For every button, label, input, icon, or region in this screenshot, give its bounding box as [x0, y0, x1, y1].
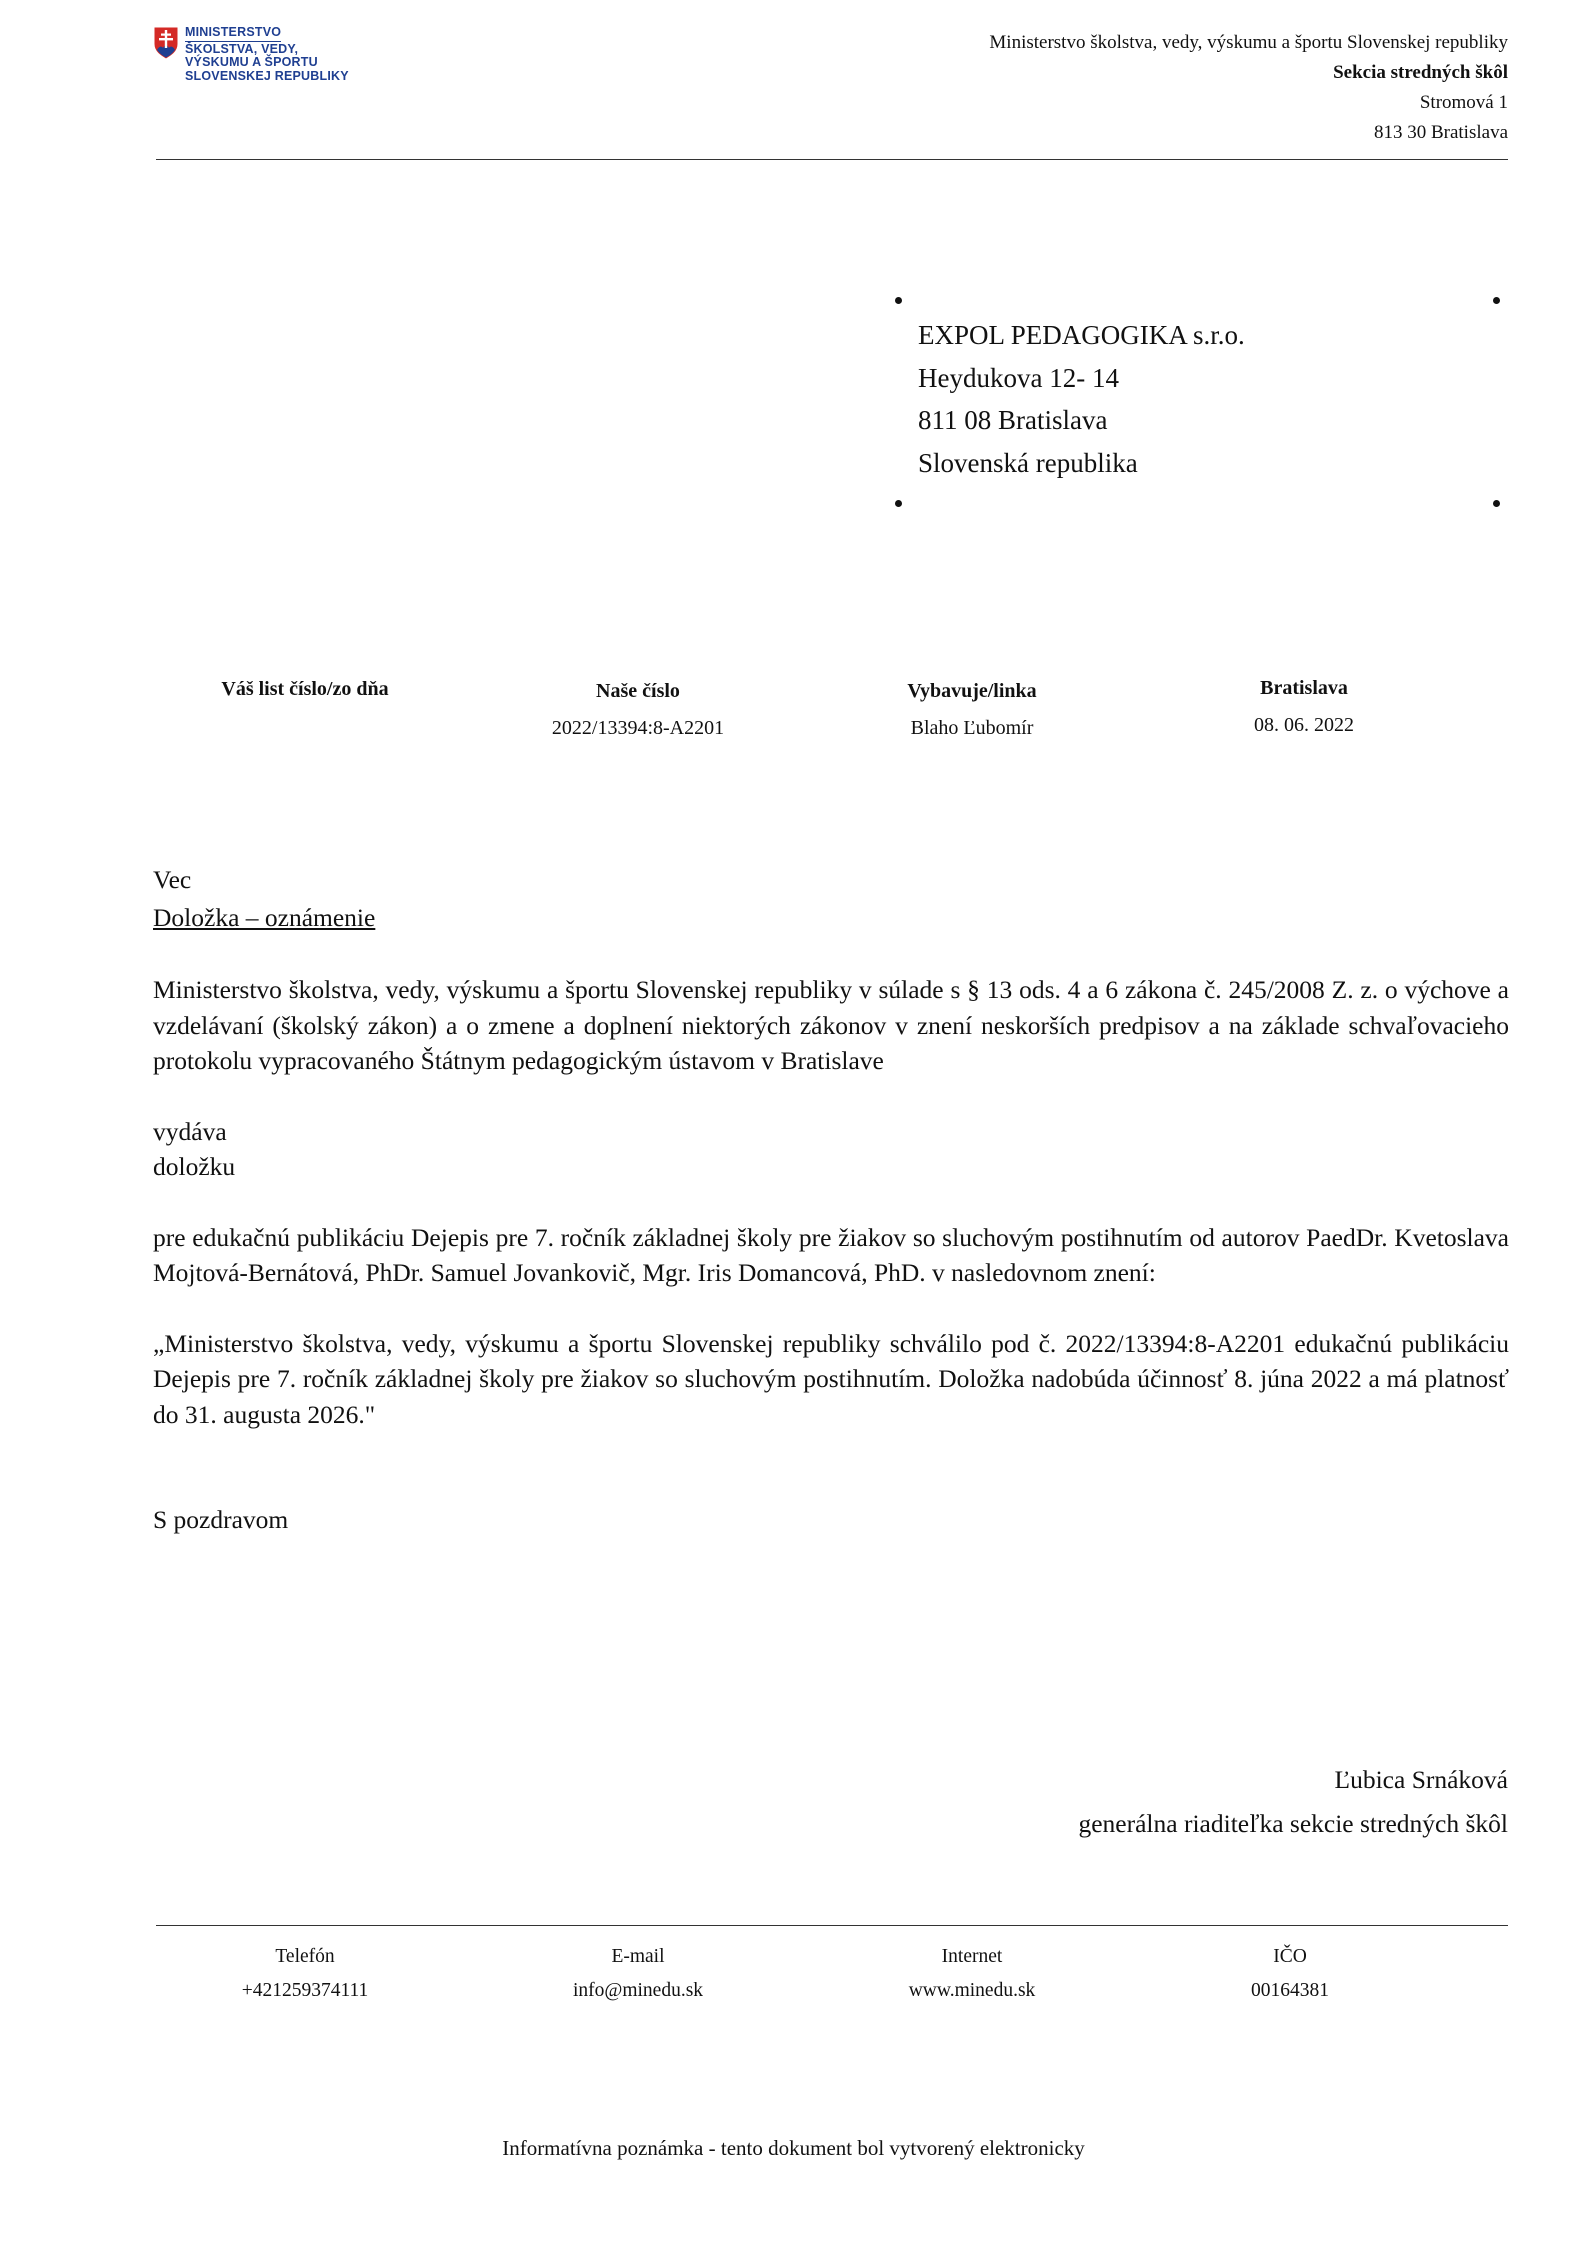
recipient-country: Slovenská republika	[918, 447, 1138, 478]
ref-handled-by-label: Vybavuje/linka	[907, 680, 1037, 702]
sender-street: Stromová 1	[1419, 92, 1508, 113]
coat-of-arms-icon	[153, 26, 179, 60]
letter-body	[153, 862, 1509, 1538]
ref-place-label: Bratislava	[1260, 677, 1348, 699]
recipient-city: 811 08 Bratislava	[918, 405, 1108, 435]
sender-section: Sekcia stredných škôl	[1333, 62, 1508, 83]
ref-handled-by-value: Blaho Ľubomír	[910, 717, 1034, 739]
ref-your-letter-label: Váš list číslo/zo dňa	[221, 678, 389, 700]
sender-address	[989, 28, 1508, 148]
logo-text-line: VÝSKUMU A ŠPORTU	[185, 55, 318, 70]
subject-title: Doložka – oznámenie	[153, 902, 376, 932]
ref-our-number-value: 2022/13394:8-A2201	[551, 717, 725, 739]
sender-ministry: Ministerstvo školstva, vedy, výskumu a športu Slovenskej republiky	[989, 32, 1508, 53]
footer-phone-label: Telefón	[275, 1946, 335, 1967]
paragraph-approval: „Ministerstvo školstva, vedy, výskumu a športu Slovenskej republiky schválilo pod č. 2022/13394:8-A2201 edukačnú publikáciu Dejepis pre 7. ročník základnej školy pre žiakov so sluchovým postihnutím. Doložka nadobúda účinnosť 8. júna 2022 a má platnosť do 31. augusta 2026."	[153, 1328, 1509, 1429]
greeting: S pozdravom	[153, 1505, 289, 1534]
header-divider	[156, 159, 1508, 160]
ministry-logo	[153, 26, 363, 90]
subject-label: Vec	[153, 865, 192, 894]
footer-email	[488, 1940, 788, 2008]
ref-date-value: 08. 06. 2022	[1254, 714, 1354, 736]
signatory-title: generálna riaditeľka sekcie stredných škôl	[1078, 1809, 1508, 1838]
footer-web-label: Internet	[941, 1946, 1003, 1967]
electronic-document-note: Informatívna poznámka - tento dokument bol vytvorený elektronicky	[502, 2136, 1085, 2160]
window-corner-mark	[1493, 500, 1500, 507]
clause-text: doložku	[153, 1152, 236, 1181]
window-corner-mark	[895, 297, 902, 304]
ref-handled-by	[842, 673, 1102, 747]
recipient-address	[918, 314, 1245, 484]
footer-ico	[1160, 1940, 1420, 2008]
ref-our-number	[488, 673, 788, 747]
paragraph-publication: pre edukačnú publikáciu Dejepis pre 7. ročník základnej školy pre žiakov so sluchovým postihnutím od autorov PaedDr. Kvetoslava Mojtová-Bernátová, PhDr. Samuel Jovankovič, Mgr. Iris Domancová, PhD. v nasledovnom znení:	[153, 1222, 1509, 1287]
footer-web	[842, 1940, 1102, 2008]
window-corner-mark	[895, 500, 902, 507]
footer-email-value: info@minedu.sk	[572, 1980, 704, 2001]
footer-ico-label: IČO	[1273, 1946, 1307, 1967]
signatory-name: Ľubica Srnáková	[1334, 1765, 1508, 1794]
footer-divider	[156, 1925, 1508, 1926]
footer-phone	[160, 1940, 450, 2008]
logo-text-line: ŠKOLSTVA, VEDY,	[185, 41, 299, 56]
window-corner-mark	[1493, 297, 1500, 304]
footer-ico-value: 00164381	[1251, 1980, 1329, 2001]
signature-block	[1078, 1758, 1508, 1846]
ref-our-number-label: Naše číslo	[596, 680, 680, 702]
sender-city: 813 30 Bratislava	[1373, 122, 1508, 143]
footer-email-label: E-mail	[611, 1946, 665, 1967]
footer-phone-value: +421259374111	[241, 1980, 369, 2001]
logo-text-line: SLOVENSKEJ REPUBLIKY	[185, 68, 349, 83]
ref-your-letter	[160, 671, 450, 708]
issues-text: vydáva	[153, 1116, 227, 1146]
footer-web-value: www.minedu.sk	[908, 1980, 1036, 2001]
paragraph-intro: Ministerstvo školstva, vedy, výskumu a športu Slovenskej republiky v súlade s § 13 ods. 4 a 6 zákona č. 245/2008 Z. z. o výchove a vzdelávaní (školský zákon) a o zmene a doplnení niektorých zákonov v znení neskorších predpisov a na základe schvaľovacieho protokolu vypracovaného Štátnym pedagogickým ústavom v Bratislave	[153, 975, 1509, 1075]
logo-text-line: MINISTERSTVO	[185, 26, 281, 42]
recipient-name: EXPOL PEDAGOGIKA s.r.o.	[918, 320, 1245, 350]
recipient-street: Heydukova 12- 14	[918, 362, 1119, 393]
ref-place-date	[1174, 670, 1434, 744]
